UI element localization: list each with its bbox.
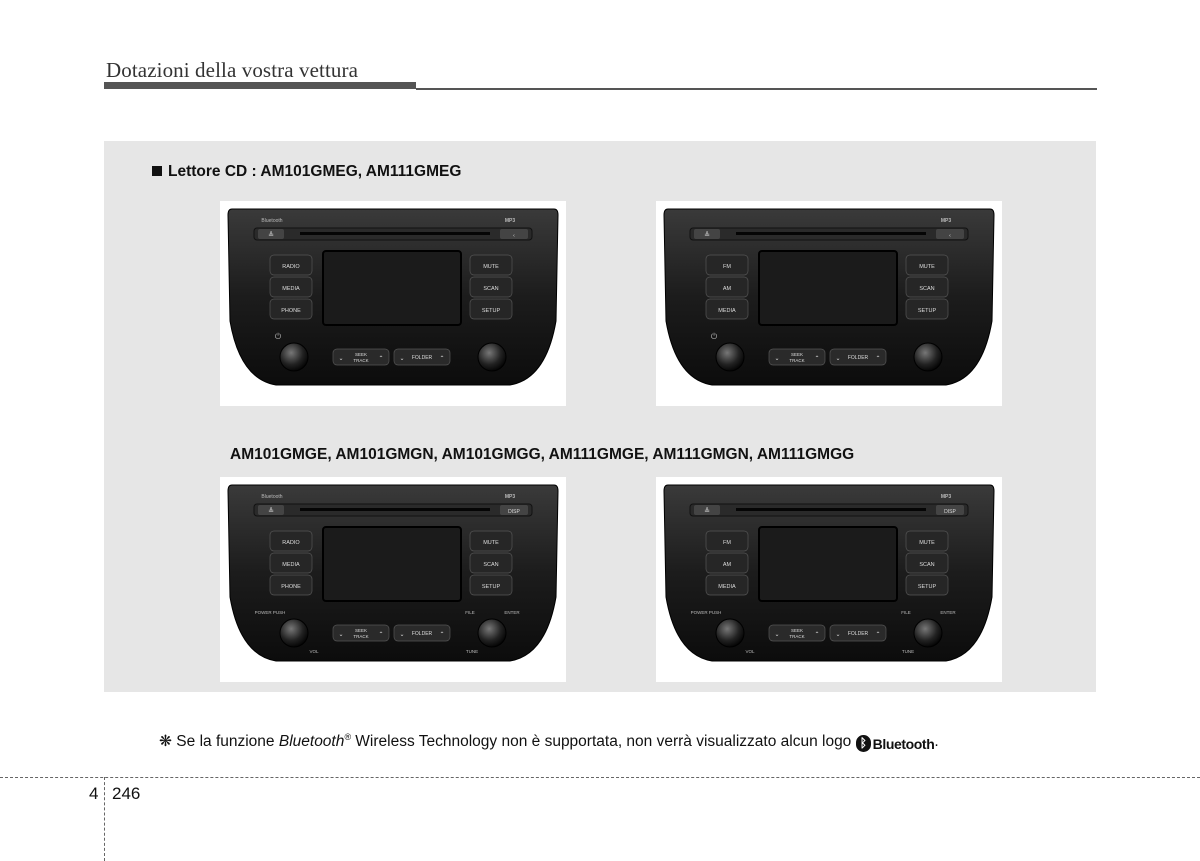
seek-label: SEEK [354,628,368,633]
seek-up-icon: ⌃ [814,632,820,638]
seek-up-icon: ⌃ [378,632,384,638]
seek-label: SEEK [790,352,804,357]
power-icon: ⏻ [710,332,718,341]
folder-up-icon: ⌃ [875,356,881,362]
footnote-prefix: Se la funzione [172,733,279,751]
track-label: TRACK [353,634,369,639]
right-button-label-0: MUTE [919,264,935,270]
registered-mark: ® [344,732,351,742]
tune-label: TUNE [465,649,479,654]
radio-unit-4 [656,477,1002,682]
footnote-rest: Wireless Technology non è supportata, non verrà visualizzato alcun logo [351,733,856,751]
seek-label: SEEK [790,628,804,633]
folder-down-icon: ⌄ [399,632,405,638]
header-rule-thick [104,82,416,89]
page-number: 246 [112,784,141,803]
vol-label: VOL [309,649,319,654]
footer-dashed-divider [104,777,105,861]
file-label: FILE [465,610,475,615]
display-screen [759,251,897,325]
power-label: POWER PUSH [254,610,286,615]
track-label: TRACK [353,358,369,363]
enter-label: ENTER [940,610,956,615]
folder-up-icon: ⌃ [875,632,881,638]
footnote [159,732,939,752]
volume-knob [280,343,308,371]
section-label-models: AM101GMGE, AM101GMGN, AM101GMGG, AM111GMGE, AM111GMGN, AM111GMGG [230,446,855,463]
right-button-label-1: SCAN [919,286,935,292]
right-button-label-1: SCAN [483,562,499,568]
display-screen [323,251,461,325]
cd-slot [736,232,926,235]
enter-label: ENTER [504,610,520,615]
left-button-label-2: MEDIA [718,308,736,314]
tune-knob [914,619,942,647]
mp3-label: MP3 [940,494,952,500]
file-label: FILE [901,610,911,615]
folder-label: FOLDER [411,631,433,637]
radio-unit-3 [220,477,566,682]
display-screen [323,527,461,601]
eject-icon: ≜ [704,508,710,515]
seek-down-icon: ⌄ [338,632,344,638]
footer-dashed-rule [0,777,1200,778]
folder-down-icon: ⌄ [835,356,841,362]
page-header-title: Dotazioni della vostra vettura [106,58,358,82]
left-button-label-0: RADIO [282,540,300,546]
vol-label: VOL [745,649,755,654]
square-bullet-icon [152,166,162,176]
chapter-number: 4 [89,784,99,803]
track-label: TRACK [789,634,805,639]
display-screen [759,527,897,601]
top-right-button-label: DISP [508,509,520,515]
right-button-label-0: MUTE [483,540,499,546]
mp3-label: MP3 [504,218,516,224]
mp3-label: MP3 [504,494,516,500]
right-button-label-2: SETUP [917,584,937,590]
right-button-label-0: MUTE [919,540,935,546]
mp3-label: MP3 [940,218,952,224]
tune-knob [478,619,506,647]
top-right-button-label: ‹ [949,233,951,239]
bluetooth-icon: ᛒ [856,735,871,752]
left-button-label-1: MEDIA [282,562,300,568]
cd-slot [300,508,490,511]
left-button-label-2: PHONE [281,584,301,590]
right-button-label-0: MUTE [483,264,499,270]
cd-slot [300,232,490,235]
seek-up-icon: ⌃ [814,356,820,362]
left-button-label-1: AM [722,286,732,292]
seek-label: SEEK [354,352,368,357]
folder-up-icon: ⌃ [439,632,445,638]
tune-label: TUNE [901,649,915,654]
left-button-label-1: MEDIA [282,286,300,292]
section-label-cd: Lettore CD : AM101GMEG, AM111GMEG [152,163,461,181]
top-right-button-label: DISP [944,509,956,515]
tune-knob [478,343,506,371]
folder-label: FOLDER [411,355,433,361]
footnote-bluetooth-word: Bluetooth [278,733,345,751]
cd-slot [736,508,926,511]
volume-knob [716,343,744,371]
track-label: TRACK [789,358,805,363]
header-rule-thin [416,88,1097,90]
footnote-end: . [934,733,939,751]
eject-icon: ≜ [704,232,710,239]
radio-unit-1 [220,201,566,406]
left-button-label-2: PHONE [281,308,301,314]
volume-knob [280,619,308,647]
tune-knob [914,343,942,371]
volume-knob [716,619,744,647]
left-button-label-0: FM [723,540,731,546]
folder-label: FOLDER [847,631,869,637]
eject-icon: ≜ [268,232,274,239]
right-button-label-1: SCAN [483,286,499,292]
footnote-symbol: ❋ [159,733,172,751]
figure-panel [104,141,1096,692]
top-right-button-label: ‹ [513,233,515,239]
eject-icon: ≜ [268,508,274,515]
seek-down-icon: ⌄ [774,632,780,638]
seek-down-icon: ⌄ [338,356,344,362]
left-button-label-2: MEDIA [718,584,736,590]
right-button-label-2: SETUP [481,584,501,590]
bluetooth-brand-label: Bluetooth [261,218,283,224]
right-button-label-2: SETUP [481,308,501,314]
folder-label: FOLDER [847,355,869,361]
left-button-label-1: AM [722,562,732,568]
right-button-label-1: SCAN [919,562,935,568]
bluetooth-logo: ᛒ Bluetooth [856,735,935,752]
power-icon: ⏻ [274,332,282,341]
folder-down-icon: ⌄ [835,632,841,638]
folder-down-icon: ⌄ [399,356,405,362]
power-label: POWER PUSH [690,610,722,615]
left-button-label-0: RADIO [282,264,300,270]
left-button-label-0: FM [723,264,731,270]
bluetooth-brand-label: Bluetooth [261,494,283,500]
seek-down-icon: ⌄ [774,356,780,362]
folder-up-icon: ⌃ [439,356,445,362]
radio-unit-2 [656,201,1002,406]
seek-up-icon: ⌃ [378,356,384,362]
right-button-label-2: SETUP [917,308,937,314]
